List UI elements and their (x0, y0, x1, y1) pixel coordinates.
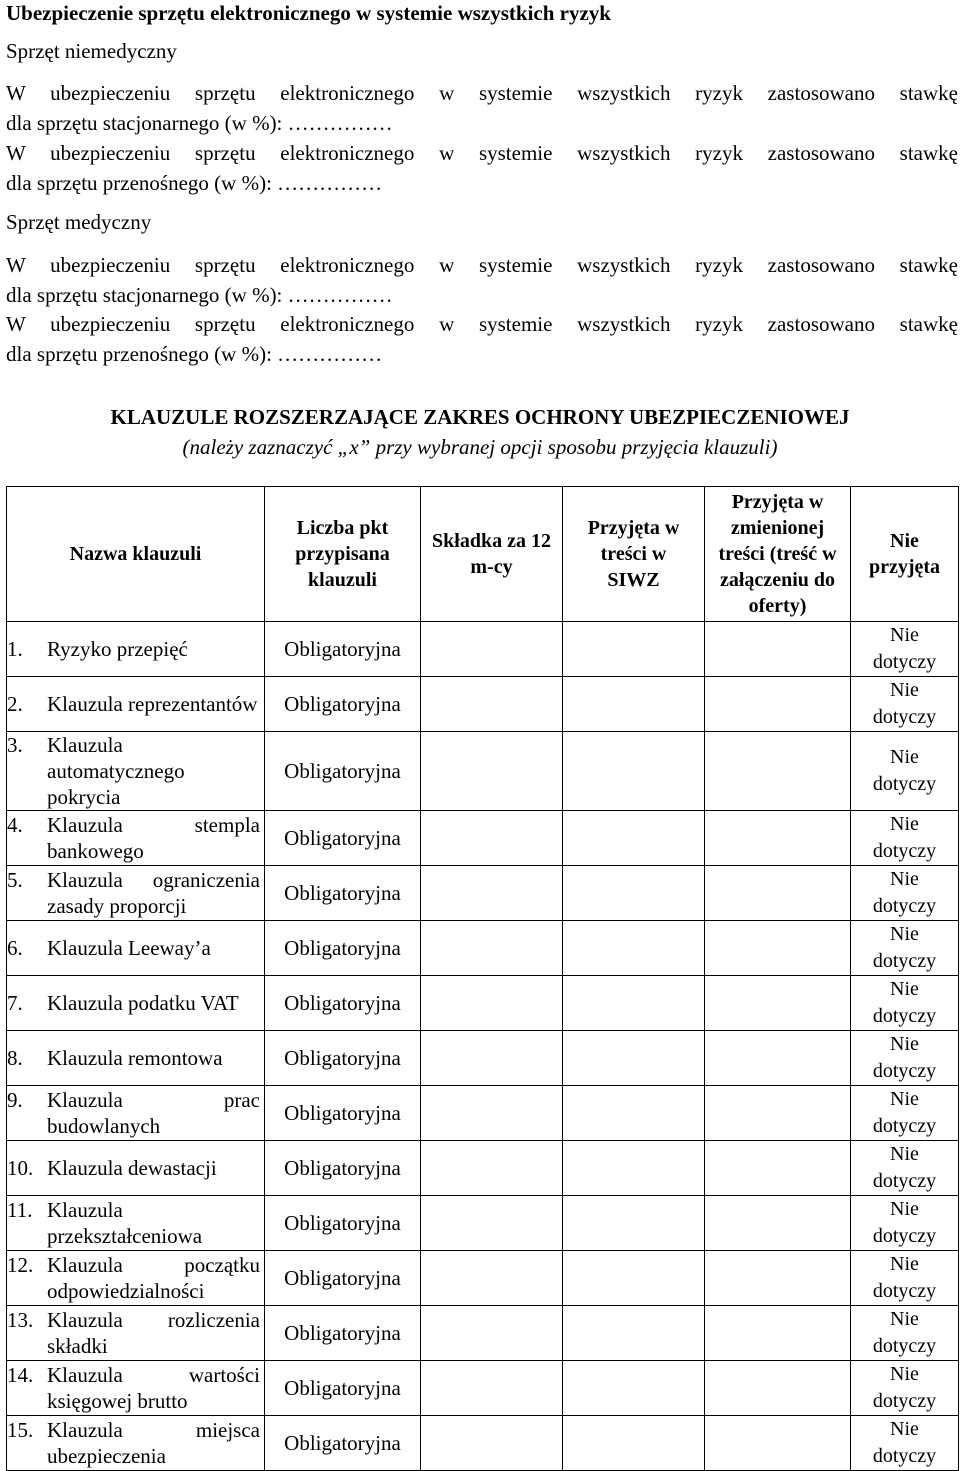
table-row (7, 1031, 959, 1086)
clause-points: Obligatoryjna (265, 1306, 421, 1361)
header-points: Liczba pkt przypisana klauzuli (265, 487, 421, 622)
clause-not-accepted: Nie dotyczy (851, 1251, 959, 1306)
table-row (7, 866, 959, 921)
table-row (7, 1306, 959, 1361)
clause-premium-cell[interactable] (421, 811, 563, 866)
clause-points: Obligatoryjna (265, 1196, 421, 1251)
table-row (7, 976, 959, 1031)
clause-name-cell (7, 1031, 265, 1086)
clause-accepted-changed-cell[interactable] (705, 1031, 851, 1086)
clause-not-accepted: Nie dotyczy (851, 1031, 959, 1086)
table-row (7, 1251, 959, 1306)
clause-accepted-changed-cell[interactable] (705, 622, 851, 677)
clause-name-cell (7, 811, 265, 866)
clause-accepted-siwz-cell[interactable] (563, 1361, 705, 1416)
table-row (7, 1141, 959, 1196)
table-row (7, 677, 959, 732)
clause-premium-cell[interactable] (421, 921, 563, 976)
clause-name: Klauzula prac budowlanych (47, 1088, 260, 1138)
clause-number: 4. (7, 813, 23, 837)
clause-number: 13. (7, 1308, 34, 1332)
clause-accepted-siwz-cell[interactable] (563, 1141, 705, 1196)
clause-name: Klauzula reprezentantów (47, 692, 258, 716)
clause-number: 11. (7, 1198, 33, 1222)
clause-points: Obligatoryjna (265, 866, 421, 921)
clause-name: Klauzula Leeway’a (47, 936, 211, 960)
table-row (7, 811, 959, 866)
statement-line: W ubezpieczeniu sprzętu elektronicznego w systemie wszystkich ryzyk zastosowano stawkę (6, 312, 958, 336)
clause-name: Klauzula początku odpowiedzialności (47, 1253, 260, 1303)
clause-not-accepted: Nie dotyczy (851, 1086, 959, 1141)
statement-line-rate[interactable]: dla sprzętu stacjonarnego (w %): …………… (6, 283, 393, 307)
statement-medical-stationary (6, 250, 958, 310)
clause-premium-cell[interactable] (421, 1306, 563, 1361)
clause-name: Klauzula automatycznego pokrycia (47, 733, 185, 809)
clause-accepted-siwz-cell[interactable] (563, 1416, 705, 1471)
clause-premium-cell[interactable] (421, 1141, 563, 1196)
table-row (7, 1416, 959, 1471)
clause-accepted-siwz-cell[interactable] (563, 1196, 705, 1251)
clause-name-cell (7, 1306, 265, 1361)
clause-not-accepted: Nie dotyczy (851, 622, 959, 677)
clause-accepted-siwz-cell[interactable] (563, 866, 705, 921)
clause-name-cell (7, 1416, 265, 1471)
table-row (7, 622, 959, 677)
header-accepted-siwz: Przyjęta w treści w SIWZ (563, 487, 705, 622)
clause-premium-cell[interactable] (421, 1251, 563, 1306)
table-row (7, 732, 959, 811)
statement-non-medical-stationary (6, 78, 958, 138)
header-premium: Składka za 12 m-cy (421, 487, 563, 622)
clause-name-cell (7, 677, 265, 732)
clause-name-cell (7, 732, 265, 811)
clause-accepted-siwz-cell[interactable] (563, 1306, 705, 1361)
clause-premium-cell[interactable] (421, 1086, 563, 1141)
clause-accepted-changed-cell[interactable] (705, 866, 851, 921)
clause-not-accepted: Nie dotyczy (851, 1416, 959, 1471)
clauses-table-body (7, 622, 959, 1471)
table-row (7, 1196, 959, 1251)
clause-name-cell (7, 1361, 265, 1416)
table-row (7, 921, 959, 976)
clause-name: Klauzula remontowa (47, 1046, 223, 1070)
clause-accepted-changed-cell[interactable] (705, 1196, 851, 1251)
clause-premium-cell[interactable] (421, 1361, 563, 1416)
clause-accepted-siwz-cell[interactable] (563, 1251, 705, 1306)
clause-name: Klauzula miejsca ubezpieczenia (47, 1418, 260, 1468)
header-clause-name: Nazwa klauzuli (7, 487, 265, 622)
clause-points: Obligatoryjna (265, 1141, 421, 1196)
clause-number: 9. (7, 1088, 23, 1112)
clause-name-cell (7, 866, 265, 921)
clause-name-cell (7, 976, 265, 1031)
clause-accepted-changed-cell[interactable] (705, 976, 851, 1031)
clause-name-cell (7, 622, 265, 677)
clause-points: Obligatoryjna (265, 1416, 421, 1471)
table-header-row (7, 487, 959, 622)
clause-points: Obligatoryjna (265, 1361, 421, 1416)
clause-accepted-changed-cell[interactable] (705, 811, 851, 866)
clause-accepted-changed-cell[interactable] (705, 1306, 851, 1361)
clause-accepted-changed-cell[interactable] (705, 1086, 851, 1141)
clause-accepted-changed-cell[interactable] (705, 677, 851, 732)
clause-not-accepted: Nie dotyczy (851, 866, 959, 921)
statement-line: W ubezpieczeniu sprzętu elektronicznego w systemie wszystkich ryzyk zastosowano stawkę (6, 141, 958, 165)
clause-points: Obligatoryjna (265, 1086, 421, 1141)
statement-line-rate[interactable]: dla sprzętu stacjonarnego (w %): …………… (6, 111, 393, 135)
clause-accepted-changed-cell[interactable] (705, 1361, 851, 1416)
clause-number: 6. (7, 936, 23, 960)
clause-not-accepted: Nie dotyczy (851, 1306, 959, 1361)
clause-premium-cell[interactable] (421, 1416, 563, 1471)
clause-premium-cell[interactable] (421, 976, 563, 1031)
table-row (7, 1086, 959, 1141)
clause-name: Klauzula stempla bankowego (47, 813, 260, 863)
clause-number: 15. (7, 1418, 34, 1442)
clause-points: Obligatoryjna (265, 1031, 421, 1086)
clause-points: Obligatoryjna (265, 1251, 421, 1306)
clause-name-cell (7, 1141, 265, 1196)
clauses-heading: KLAUZULE ROZSZERZAJĄCE ZAKRES OCHRONY UBEZPIECZENIOWEJ (110, 405, 850, 429)
clause-points: Obligatoryjna (265, 677, 421, 732)
clause-premium-cell[interactable] (421, 677, 563, 732)
clause-not-accepted: Nie dotyczy (851, 732, 959, 811)
section-heading-non-medical: Sprzęt niemedyczny (6, 39, 177, 63)
clause-accepted-changed-cell[interactable] (705, 1141, 851, 1196)
statement-line: W ubezpieczeniu sprzętu elektronicznego w systemie wszystkich ryzyk zastosowano stawkę (6, 81, 958, 105)
clause-name: Klauzula rozliczenia składki (47, 1308, 260, 1358)
clause-accepted-changed-cell[interactable] (705, 1416, 851, 1471)
clause-points: Obligatoryjna (265, 622, 421, 677)
clause-number: 5. (7, 868, 23, 892)
clause-accepted-siwz-cell[interactable] (563, 976, 705, 1031)
clause-premium-cell[interactable] (421, 1031, 563, 1086)
clause-number: 14. (7, 1363, 34, 1387)
clause-accepted-siwz-cell[interactable] (563, 1031, 705, 1086)
clause-name: Klauzula ograniczenia zasady proporcji (47, 868, 260, 918)
clause-name-cell (7, 1251, 265, 1306)
clause-not-accepted: Nie dotyczy (851, 677, 959, 732)
clause-premium-cell[interactable] (421, 866, 563, 921)
clauses-table (6, 486, 959, 1471)
clause-premium-cell[interactable] (421, 732, 563, 811)
clause-name: Klauzula podatku VAT (47, 991, 239, 1015)
clause-accepted-changed-cell[interactable] (705, 1251, 851, 1306)
document-title: Ubezpieczenie sprzętu elektronicznego w systemie wszystkich ryzyk (6, 1, 611, 25)
clause-number: 10. (7, 1156, 34, 1180)
clause-number: 12. (7, 1253, 34, 1277)
clause-points: Obligatoryjna (265, 976, 421, 1031)
clause-accepted-siwz-cell[interactable] (563, 677, 705, 732)
clause-points: Obligatoryjna (265, 732, 421, 811)
clause-accepted-changed-cell[interactable] (705, 921, 851, 976)
clause-name: Klauzula wartości księgowej brutto (47, 1363, 260, 1413)
clause-name-cell (7, 1086, 265, 1141)
statement-non-medical-portable (6, 138, 958, 198)
clause-premium-cell[interactable] (421, 1196, 563, 1251)
header-accepted-changed: Przyjęta w zmienionej treści (treść w załączeniu do oferty) (705, 487, 851, 622)
clause-points: Obligatoryjna (265, 921, 421, 976)
clause-number: 8. (7, 1046, 23, 1070)
statement-line-rate[interactable]: dla sprzętu przenośnego (w %): …………… (6, 171, 383, 195)
clause-accepted-siwz-cell[interactable] (563, 1086, 705, 1141)
header-not-accepted: Nie przyjęta (851, 487, 959, 622)
clause-points: Obligatoryjna (265, 811, 421, 866)
clause-accepted-siwz-cell[interactable] (563, 622, 705, 677)
clauses-note: (należy zaznaczyć „x” przy wybranej opcji sposobu przyjęcia klauzuli) (182, 435, 778, 459)
clause-number: 2. (7, 692, 23, 716)
clause-accepted-siwz-cell[interactable] (563, 732, 705, 811)
clause-not-accepted: Nie dotyczy (851, 1361, 959, 1416)
clause-number: 1. (7, 637, 23, 661)
clause-number: 3. (7, 733, 23, 757)
clause-not-accepted: Nie dotyczy (851, 976, 959, 1031)
clause-not-accepted: Nie dotyczy (851, 811, 959, 866)
clause-name: Klauzula przekształceniowa (47, 1198, 203, 1248)
clause-number: 7. (7, 991, 23, 1015)
section-heading-medical: Sprzęt medyczny (6, 210, 152, 234)
statement-medical-portable (6, 309, 958, 369)
clause-name: Klauzula dewastacji (47, 1156, 217, 1180)
statement-line: W ubezpieczeniu sprzętu elektronicznego w systemie wszystkich ryzyk zastosowano stawkę (6, 253, 958, 277)
clause-name: Ryzyko przepięć (47, 637, 188, 661)
clause-accepted-changed-cell[interactable] (705, 732, 851, 811)
clause-not-accepted: Nie dotyczy (851, 921, 959, 976)
clause-accepted-siwz-cell[interactable] (563, 921, 705, 976)
clause-not-accepted: Nie dotyczy (851, 1141, 959, 1196)
clause-not-accepted: Nie dotyczy (851, 1196, 959, 1251)
clause-premium-cell[interactable] (421, 622, 563, 677)
clause-name-cell (7, 921, 265, 976)
clause-accepted-siwz-cell[interactable] (563, 811, 705, 866)
table-row (7, 1361, 959, 1416)
clause-name-cell (7, 1196, 265, 1251)
statement-line-rate[interactable]: dla sprzętu przenośnego (w %): …………… (6, 342, 383, 366)
